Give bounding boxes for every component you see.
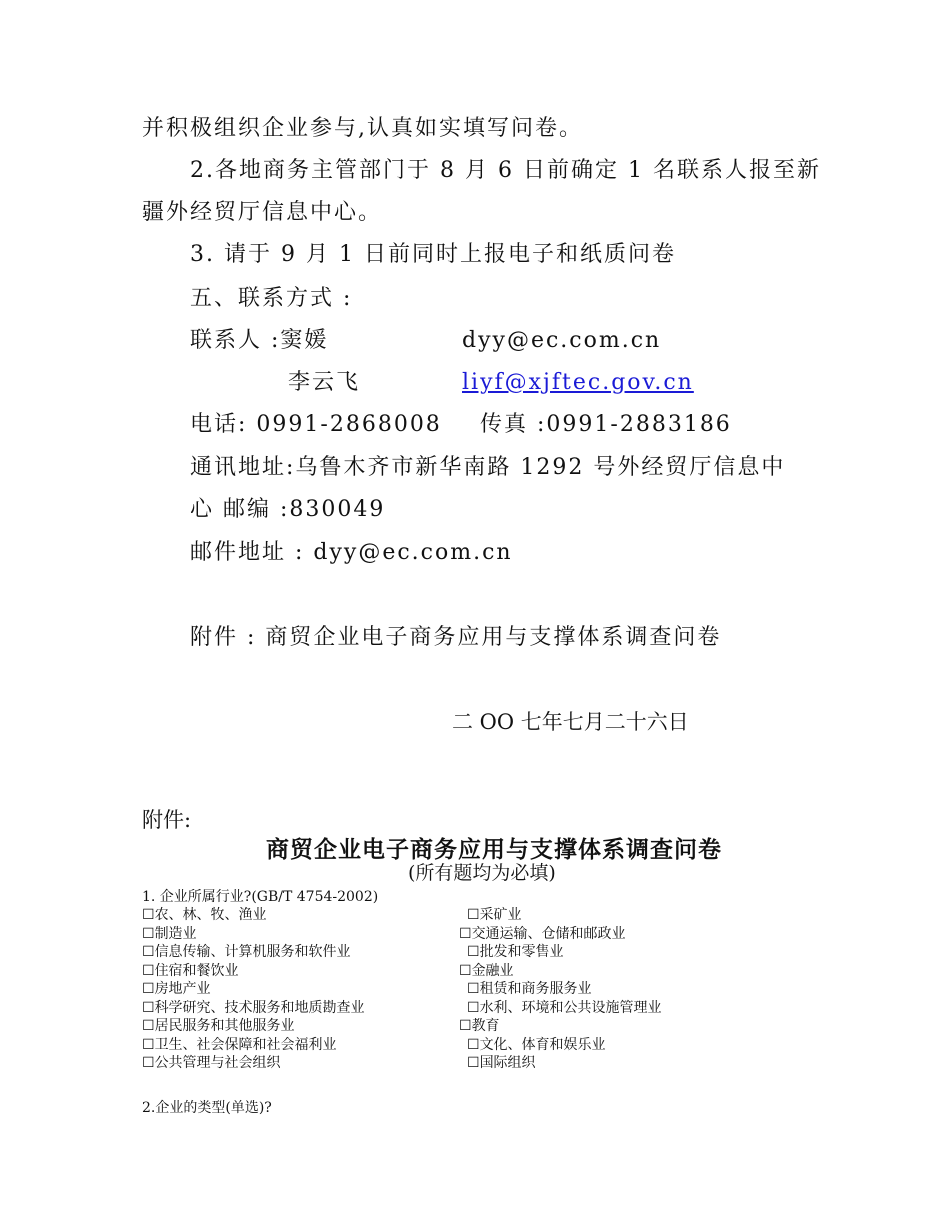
item-2-line-1: 2.各地商务主管部门于 8 月 6 日前确定 1 名联系人报至新 [190, 158, 821, 183]
option-label: 金融业 [471, 963, 514, 979]
contact-2-name: 李云飞 [288, 370, 361, 395]
survey-subtitle: (所有题均为必填) [408, 862, 556, 884]
option-item[interactable] [459, 964, 514, 978]
item-2-line-2: 疆外经贸厅信息中心。 [142, 200, 383, 225]
option-item[interactable] [467, 982, 592, 996]
option-item[interactable] [459, 1019, 500, 1033]
option-item[interactable] [142, 964, 239, 978]
option-label: 科学研究、技术服务和地质勘查业 [154, 1000, 365, 1016]
checkbox-icon[interactable]: ☐ [142, 1018, 155, 1034]
option-item[interactable] [142, 1056, 281, 1070]
option-label: 制造业 [154, 926, 197, 942]
option-item[interactable] [142, 927, 197, 941]
option-label: 采矿业 [479, 907, 522, 923]
option-label: 信息传输、计算机服务和软件业 [154, 944, 351, 960]
option-label: 文化、体育和娱乐业 [479, 1037, 606, 1053]
option-label: 居民服务和其他服务业 [154, 1018, 295, 1034]
contact-2-email-link[interactable]: liyf@xjftec.gov.cn [462, 370, 694, 395]
checkbox-icon[interactable]: ☐ [142, 926, 155, 942]
checkbox-icon[interactable]: ☐ [467, 1000, 480, 1016]
option-item[interactable] [459, 927, 626, 941]
option-item[interactable] [142, 945, 351, 959]
option-item[interactable] [467, 945, 564, 959]
checkbox-icon[interactable]: ☐ [142, 1000, 155, 1016]
checkbox-icon[interactable]: ☐ [142, 1037, 155, 1053]
contact-label: 联系人 :窦媛 [190, 328, 329, 353]
email-line: 邮件地址 : dyy@ec.com.cn [190, 540, 513, 565]
letter-line-1: 并积极组织企业参与,认真如实填写问卷。 [142, 116, 583, 141]
address-line-2: 心 邮编 :830049 [190, 497, 386, 522]
checkbox-icon[interactable]: ☐ [467, 944, 480, 960]
letter-date: 二 OO 七年七月二十六日 [452, 710, 689, 734]
phone-number: 电话: 0991-2868008 [190, 412, 442, 437]
survey-title: 商贸企业电子商务应用与支撑体系调查问卷 [266, 836, 722, 863]
option-item[interactable] [467, 1001, 662, 1015]
option-item[interactable] [142, 1001, 365, 1015]
checkbox-icon[interactable]: ☐ [467, 907, 480, 923]
option-label: 卫生、社会保障和社会福利业 [154, 1037, 337, 1053]
checkbox-icon[interactable]: ☐ [467, 981, 480, 997]
option-item[interactable] [142, 982, 211, 996]
option-item[interactable] [467, 908, 522, 922]
question-2: 2.企业的类型(单选)? [142, 1100, 272, 1116]
option-item[interactable] [142, 1019, 295, 1033]
checkbox-icon[interactable]: ☐ [142, 944, 155, 960]
option-item[interactable] [467, 1038, 606, 1052]
option-label: 公共管理与社会组织 [154, 1055, 281, 1071]
checkbox-icon[interactable]: ☐ [459, 1018, 472, 1034]
fax-number: 传真 :0991-2883186 [480, 412, 732, 437]
section-5-heading: 五、联系方式 : [190, 286, 353, 311]
checkbox-icon[interactable]: ☐ [142, 1055, 155, 1071]
checkbox-icon[interactable]: ☐ [142, 963, 155, 979]
checkbox-icon[interactable]: ☐ [467, 1037, 480, 1053]
option-item[interactable] [467, 1056, 536, 1070]
option-label: 批发和零售业 [479, 944, 564, 960]
attachment-line: 附件 : 商贸企业电子商务应用与支撑体系调查问卷 [190, 625, 722, 650]
option-label: 房地产业 [154, 981, 211, 997]
checkbox-icon[interactable]: ☐ [142, 907, 155, 923]
checkbox-icon[interactable]: ☐ [459, 963, 472, 979]
item-3: 3. 请于 9 月 1 日前同时上报电子和纸质问卷 [190, 242, 676, 267]
option-item[interactable] [142, 908, 267, 922]
question-1: 1. 企业所属行业?(GB/T 4754-2002) [142, 889, 379, 905]
option-label: 教育 [471, 1018, 500, 1034]
checkbox-icon[interactable]: ☐ [459, 926, 472, 942]
option-label: 租赁和商务服务业 [479, 981, 592, 997]
option-label: 国际组织 [479, 1055, 536, 1071]
contact-1-email: dyy@ec.com.cn [462, 328, 662, 353]
checkbox-icon[interactable]: ☐ [467, 1055, 480, 1071]
option-label: 农、林、牧、渔业 [154, 907, 267, 923]
attachment-label: 附件: [142, 808, 192, 832]
option-label: 水利、环境和公共设施管理业 [479, 1000, 662, 1016]
address-line-1: 通讯地址:乌鲁木齐市新华南路 1292 号外经贸厅信息中 [190, 455, 786, 480]
checkbox-icon[interactable]: ☐ [142, 981, 155, 997]
option-item[interactable] [142, 1038, 337, 1052]
option-label: 交通运输、仓储和邮政业 [471, 926, 626, 942]
option-label: 住宿和餐饮业 [154, 963, 239, 979]
